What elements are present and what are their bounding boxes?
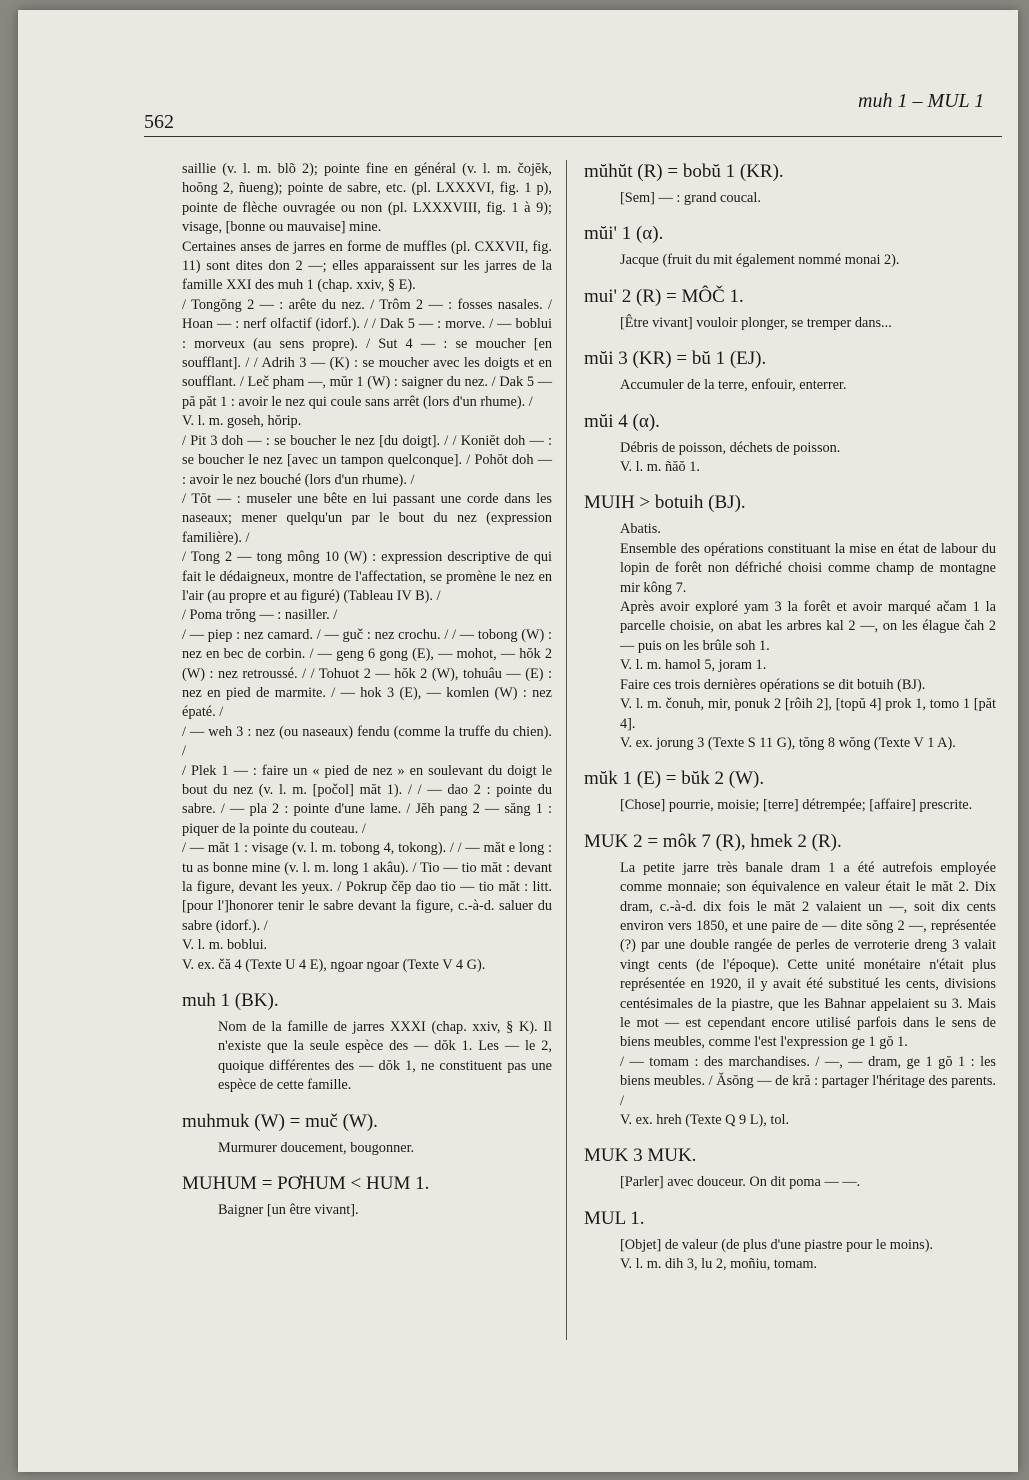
- entry-headword: mŭi 3 (KR) = bŭ 1 (EJ).: [584, 348, 767, 370]
- entry-text: / Tŏt — : museler une bête en lui passant une corde dans les naseaux; mener quelqu'un par le bout du nez (expression familière). /: [182, 490, 552, 546]
- entry-headword: mŭi 4 (α).: [584, 410, 660, 432]
- entry-text: / — piep : nez camard. / — guč : nez crochu. / / — tobong (W) : nez en bec de corbin. / — geng 6 gong (E), — mohot, — hŏk 2 (W) : nez retroussé. / / Tohuot 2 — hŏk 2 (W), tohuâu — (E) : nez en pied de marmite. / — hok 3 (E), — komlen (W) : nez épaté. /: [182, 626, 552, 721]
- entry-text: Abatis.: [620, 521, 661, 538]
- entry-headword: mŭhŭt (R) = bobŭ 1 (KR).: [584, 161, 784, 182]
- entry-text: [Chose] pourrie, moisie; [terre] détrempée; [affaire] prescrite.: [620, 797, 973, 814]
- entry-text: / Plek 1 — : faire un « pied de nez » en soulevant du doigt le bout du nez (v. l. m. [počol] măt 1). / / — dao 2 : pointe du sabre. / — pla 2 : pointe d'une lame. / Jĕh pang 2 — săng 1 : piquer de la pointe du couteau. /: [182, 762, 552, 837]
- entry-text: Nom de la famille de jarres XXXI (chap. xxiv, § K). Il n'existe que la seule espèce des — dŏk 1. Les — le 2, quoique différentes des — dŏk 1, ne constituent pas une espèce de cette famille.: [218, 1019, 552, 1094]
- entry-headword: MUK 2 = môk 7 (R), hmek 2 (R).: [584, 830, 842, 852]
- entry-text: / Tong 2 — tong mông 10 (W) : expression descriptive de qui fait le dédaigneux, montre de l'affectation, se promène le nez en l'air (au propre et au figuré) (Tableau IV B). /: [182, 549, 552, 604]
- entry-text: / — măt 1 : visage (v. l. m. tobong 4, tokong). / / — măt e long : tu as bonne mine (v. l. m. long 1 akâu). / Tio — tio măt : devant la figure, devant les yeux. / Pokrup čĕp dao tio — tio măt : litt. [pour l']honorer tenir le sabre devant la figure, c.-à-d. saluer du sabre (idorf.). /: [182, 840, 552, 934]
- entry-text: / Tongŏng 2 — : arête du nez. / Trôm 2 — : fosses nasales. / Hoan — : nerf olfactif (idorf.). / / Dak 5 — : morve. / — boblui : morveux (au sens propre). / Sut 4 — : se moucher [en soufflant]. / / Adrih 3 — (K) : se moucher avec les doigts et en soufflant. / Leč pham —, mŭr 1 (W) : saigner du nez. / Dak 5 — pă păt 1 : avoir le nez qui coule sans arrêt (lors d'un rhume). /: [182, 296, 552, 410]
- entry-text: Jacque (fruit du mit également nommé monai 2).: [620, 252, 900, 269]
- page-number: 562: [144, 111, 174, 133]
- entry-text: V. l. m. goseh, hŏrip.: [182, 413, 302, 430]
- entry-headword: mui' 2 (R) = MÔČ 1.: [584, 285, 744, 307]
- entry-headword: MUL 1.: [584, 1207, 645, 1229]
- entry-text: / — weh 3 : nez (ou naseaux) fendu (comme la truffe du chien). /: [182, 723, 552, 760]
- entry-text: La petite jarre très banale dram 1 a été autrefois employée comme monnaie; son équivalence en valeur était le măt 2. Dix dram, c.-à-d. dix fois le măt 2 valaient un —, soit dix cents environ vers 1850, et une paire de — dite sŏng 2 —, représentée (?) par une double rangée de perles de verroterie dreng 3 valait vingt cents (de l'époque). Cette unité monétaire n'était plus représentée en 1920, il y avait été substitué les cents, divisions centésimales de la piastre, que les Bahnar appelaient su 3. Mais le mot — est cependant encore utilisé parfois dans le sens de biens meubles, comme l'est l'expression ge 1 gŏ 1.: [620, 859, 996, 1051]
- entry-text: V. ex. jorung 3 (Texte S 11 G), tŏng 8 wŏng (Texte V 1 A).: [620, 734, 956, 751]
- entry-text: Faire ces trois dernières opérations se dit botuih (BJ).: [620, 676, 926, 693]
- header-rule: [144, 136, 1002, 137]
- entry-text: Accumuler de la terre, enfouir, enterrer.: [620, 377, 847, 394]
- entry-text: V. l. m. čonuh, mir, ponuk 2 [rôih 2], [topŭ 4] prok 1, tomo 1 [păt 4].: [620, 696, 996, 732]
- entry-text: Après avoir exploré yam 3 la forêt et avoir marqué ačam 1 la parcelle choisie, on abat les arbres kal 2 —, on les élague čah 2 — puis on les brûle soh 1.: [620, 599, 996, 654]
- entry-text: Ensemble des opérations constituant la mise en état de labour du lopin de forêt non défriché choisi comme champ de montagne mir kông 7.: [620, 540, 996, 596]
- entry-headword: mŭk 1 (E) = bŭk 2 (W).: [584, 768, 765, 790]
- entry-headword: muh 1 (BK).: [182, 990, 279, 1012]
- entry-text: saillie (v. l. m. blõ 2); pointe fine en général (v. l. m. čojĕk, hoŏng 2, ñueng); pointe de sabre, etc. (pl. LXXXVI, fig. 1 p), pointe de flèche ouvragée ou non (pl. LXXXVIII, fig. 1 à 9); visage, [bonne ou mauvaise] mine.: [182, 161, 552, 236]
- entry-text: V. l. m. dih 3, lu 2, moñiu, tomam.: [620, 1256, 818, 1273]
- entry-text: Murmurer doucement, bougonner.: [218, 1139, 415, 1156]
- entry-text: Débris de poisson, déchets de poisson.: [620, 439, 841, 456]
- book-page: [18, 10, 1018, 1472]
- entry-text: / Pit 3 doh — : se boucher le nez [du doigt]. / / Koniĕt doh — : se boucher le nez [avec un tampon quelconque]. / Pohŏt doh — : avoir le nez bouché (lors d'un rhume). /: [182, 432, 552, 488]
- entry-text: / Poma trŏng — : nasiller. /: [182, 607, 338, 624]
- entry-text: V. ex. čă 4 (Texte U 4 E), ngoar ngoar (Texte V 4 G).: [182, 956, 486, 973]
- entry-headword: MUHUM = PƠHUM < HUM 1.: [182, 1173, 430, 1195]
- entry-text: Certaines anses de jarres en forme de muffles (pl. CXXVII, fig. 11) sont dites don 2 —; elles apparaissent sur les jarres de la famille XXI des muh 1 (chap. xxiv, § E).: [182, 238, 552, 294]
- running-head: muh 1 – MUL 1: [858, 90, 985, 112]
- column-divider: [566, 160, 567, 1340]
- entry-text: / — tomam : des marchandises. / —, — dram, ge 1 gŏ 1 : les biens meubles. / Ăsŏng — de kră : partager l'héritage des parents. /: [620, 1053, 996, 1109]
- entry-text: [Parler] avec douceur. On dit poma — —.: [620, 1174, 861, 1191]
- entry-text: [Être vivant] vouloir plonger, se tremper dans...: [620, 314, 892, 331]
- entry-headword: muhmuk (W) = muč (W).: [182, 1110, 378, 1132]
- right-column: [584, 160, 996, 1275]
- entry-text: V. l. m. boblui.: [182, 937, 268, 954]
- entry-text: [Sem] — : grand coucal.: [620, 190, 761, 206]
- entry-text: Baigner [un être vivant].: [218, 1202, 359, 1219]
- entry-text: V. ex. hreh (Texte Q 9 L), tol.: [620, 1112, 790, 1128]
- entry-headword: MUK 3 MUK.: [584, 1145, 697, 1167]
- entry-text: V. l. m. hamol 5, joram 1.: [620, 657, 767, 674]
- entry-text: V. l. m. ñăŏ 1.: [620, 459, 700, 476]
- entry-headword: MUIH > botuih (BJ).: [584, 492, 746, 514]
- entry-headword: mŭi' 1 (α).: [584, 223, 664, 245]
- entry-text: [Objet] de valeur (de plus d'une piastre pour le moins).: [620, 1236, 934, 1253]
- left-column: [182, 160, 552, 1221]
